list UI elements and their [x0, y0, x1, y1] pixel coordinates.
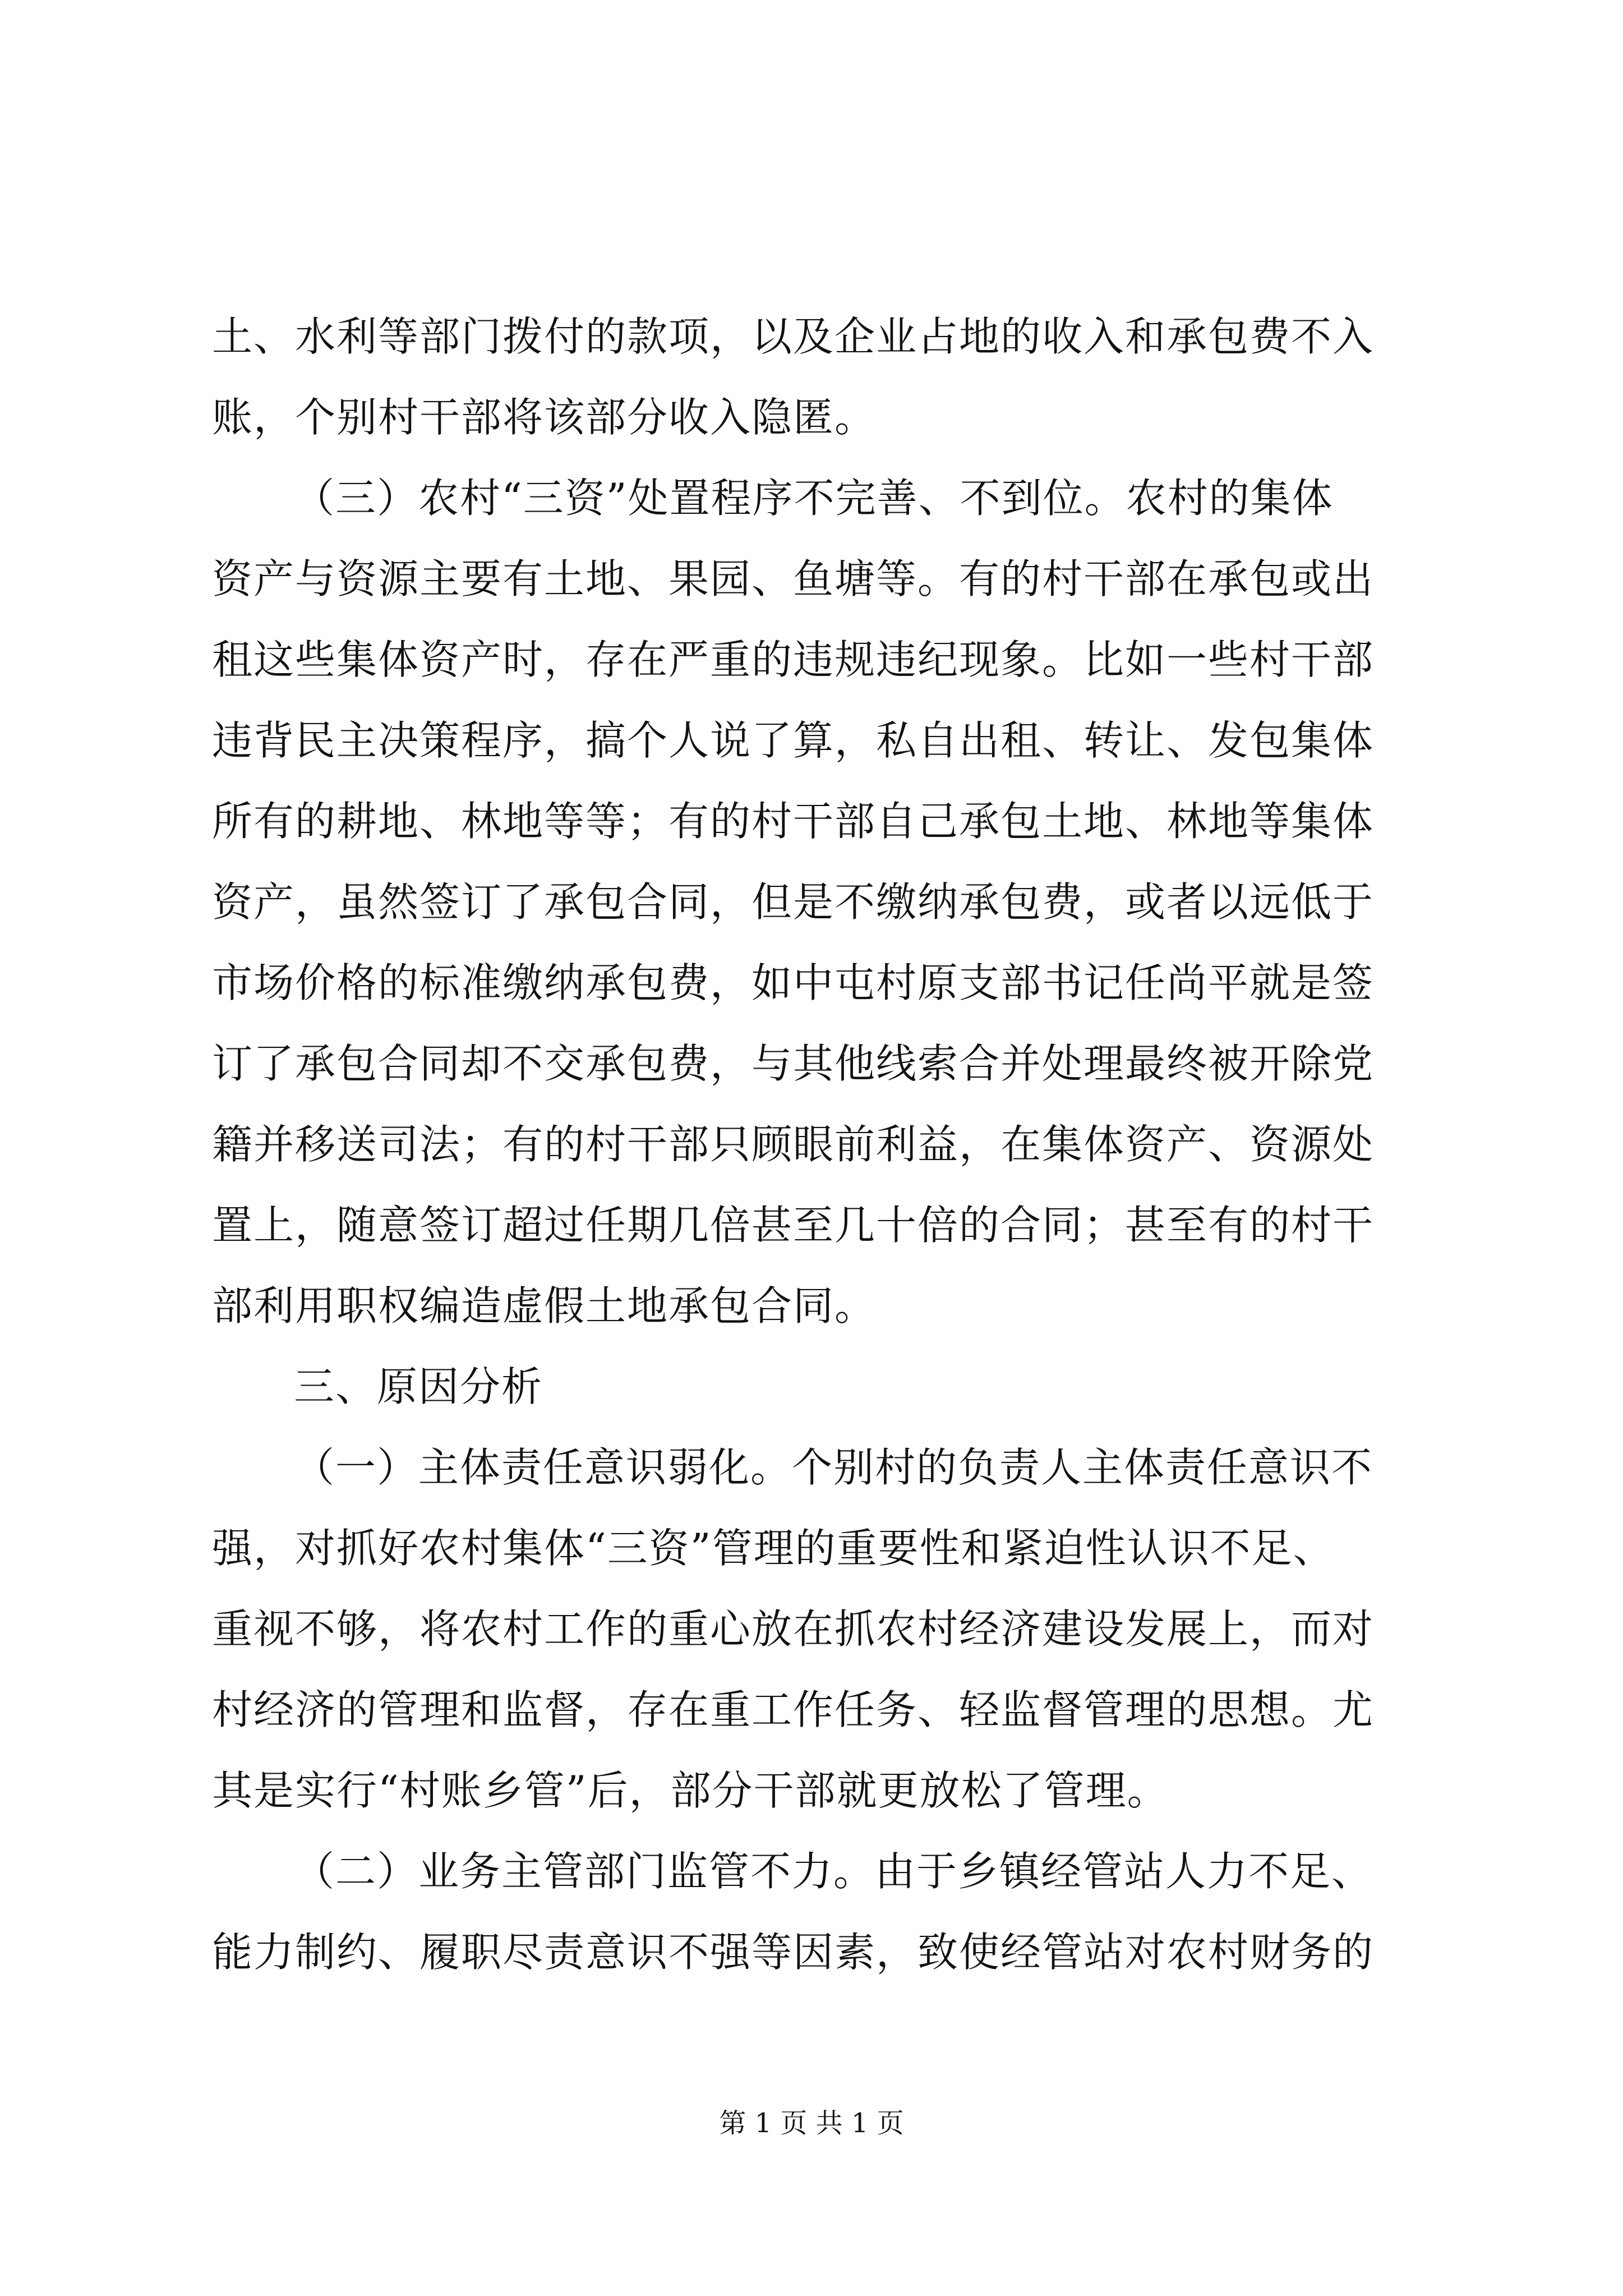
text-line: 籍并移送司法；有的村干部只顾眼前利益，在集体资产、资源处 — [212, 1121, 1375, 1168]
text-line: 违背民主决策程序，搞个人说了算，私自出租、转让、发包集体 — [212, 717, 1375, 764]
text-line: （二）业务主管部门监管不力。由于乡镇经管站人力不足、 — [294, 1848, 1373, 1895]
text-line: 资产，虽然签订了承包合同，但是不缴纳承包费，或者以远低于 — [212, 878, 1375, 926]
text-line: 租这些集体资产时，存在严重的违规违纪现象。比如一些村干部 — [212, 636, 1375, 683]
page-footer: 第 1 页 共 1 页 — [719, 2108, 904, 2139]
text-line: 资产与资源主要有土地、果园、鱼塘等。有的村干部在承包或出 — [212, 555, 1375, 602]
text-line: 置上，随意签订超过任期几倍甚至几十倍的合同；甚至有的村干 — [212, 1202, 1375, 1249]
text-line: 部利用职权编造虚假土地承包合同。 — [212, 1282, 877, 1329]
text-line: （三）农村“三资”处置程序不完善、不到位。农村的集体 — [294, 475, 1334, 522]
text-line: 村经济的管理和监督，存在重工作任务、轻监督管理的思想。尤 — [212, 1686, 1375, 1733]
text-line: 所有的耕地、林地等等；有的村干部自己承包土地、林地等集体 — [212, 798, 1375, 845]
text-line: 重视不够，将农村工作的重心放在抓农村经济建设发展上，而对 — [212, 1605, 1375, 1653]
text-line: 账，个别村干部将该部分收入隐匿。 — [212, 394, 877, 441]
text-line: 其是实行“村账乡管”后，部分干部就更放松了管理。 — [212, 1767, 1169, 1814]
text-line: 强，对抓好农村集体“三资”管理的重要性和紧迫性认识不足、 — [212, 1525, 1335, 1572]
text-line: 订了承包合同却不交承包费，与其他线索合并处理最终被开除党 — [212, 1040, 1375, 1087]
text-line: （一）主体责任意识弱化。个别村的负责人主体责任意识不 — [294, 1444, 1373, 1491]
body-text — [212, 296, 1440, 1993]
text-line: 能力制约、履职尽责意识不强等因素，致使经管站对农村财务的 — [212, 1929, 1375, 1976]
text-line: 土、水利等部门拨付的款项，以及企业占地的收入和承包费不入 — [212, 313, 1375, 360]
section-heading: 三、原因分析 — [294, 1363, 543, 1410]
text-line: 市场价格的标准缴纳承包费，如中屯村原支部书记任尚平就是签 — [212, 959, 1375, 1006]
